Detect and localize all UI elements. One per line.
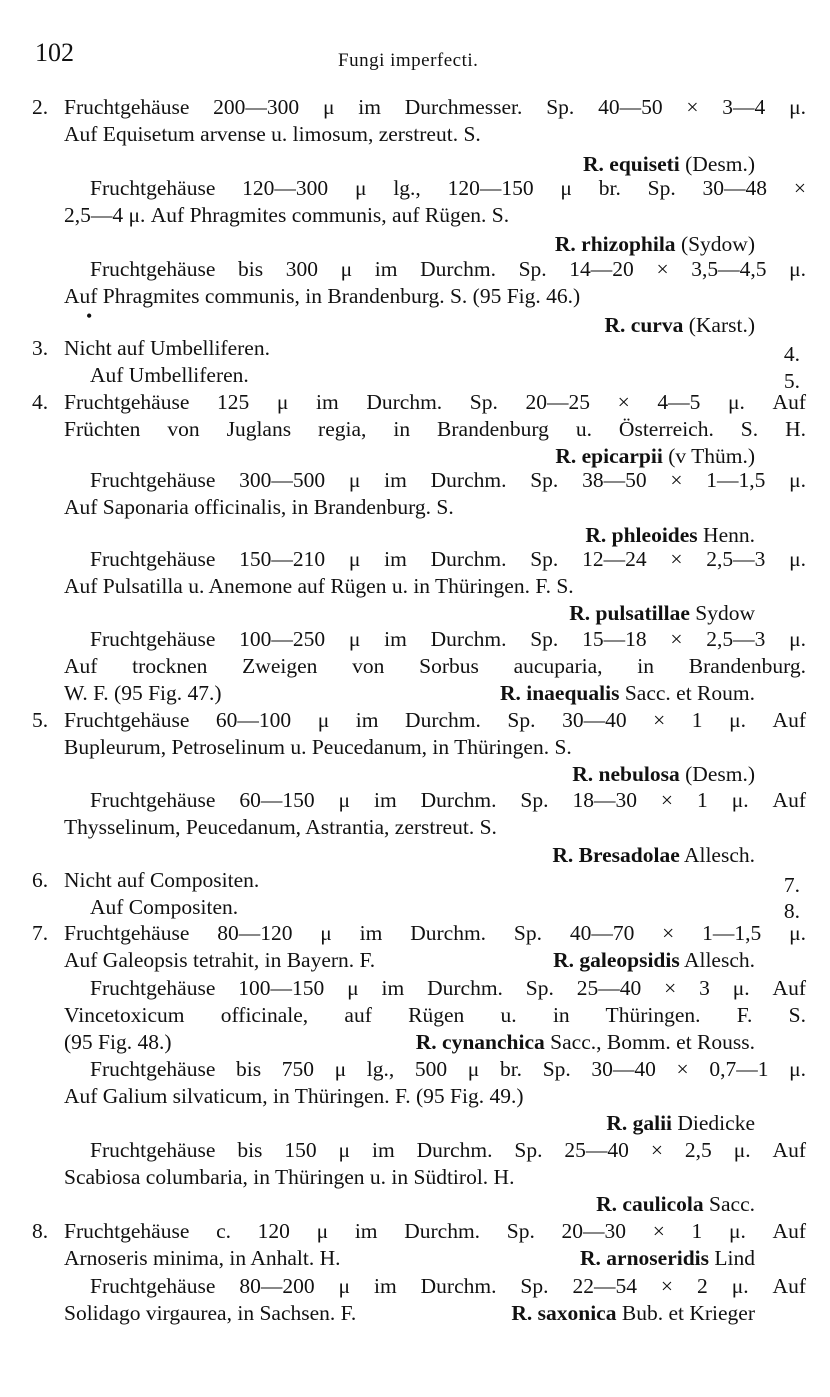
text-line: Fruchtgehäuse 100—250 μ im Durchm. Sp. 15—18 × 2,5—3 μ.: [90, 627, 806, 651]
species-entry: [500, 680, 755, 707]
species-entry: [552, 842, 755, 869]
species-name: R. caulicola: [596, 1192, 704, 1216]
text-line: Arnoseris minima, in Anhalt. H.: [64, 1246, 341, 1270]
species-entry: [569, 600, 755, 627]
species-entry: [572, 761, 755, 788]
species-author: Diedicke: [677, 1111, 755, 1135]
text-line: Fruchtgehäuse bis 750 μ lg., 500 μ br. Sp. 30—40 × 0,7—1 μ.: [90, 1057, 806, 1081]
species-entry: [596, 1191, 755, 1218]
species-author: Allesch.: [683, 948, 755, 972]
text-line: Bupleurum, Petroselinum u. Peucedanum, in Thüringen. S.: [64, 735, 572, 759]
species-author: Sydow: [695, 601, 755, 625]
text-line: Nicht auf Compositen.: [64, 868, 260, 892]
text-line: Nicht auf Umbelliferen.: [64, 336, 270, 360]
text-line: 2,5—4 μ. Auf Phragmites communis, auf Rügen. S.: [64, 203, 510, 227]
couplet-number: 5.: [32, 708, 49, 732]
text-line: Auf Compositen.: [90, 895, 239, 919]
text-line: Scabiosa columbaria, in Thüringen u. in Südtirol. H.: [64, 1165, 515, 1189]
text-line: Fruchtgehäuse 80—120 μ im Durchm. Sp. 40—70 × 1—1,5 μ.: [64, 921, 806, 945]
text-line: W. F. (95 Fig. 47.): [64, 681, 222, 705]
species-author: Allesch.: [683, 843, 755, 867]
text-line: Früchten von Juglans regia, in Brandenburg u. Österreich. S. H.: [64, 417, 806, 441]
species-name: R. galii: [606, 1111, 673, 1135]
species-author: (Karst.): [688, 313, 755, 337]
species-author: Sacc., Bomm. et Rouss.: [550, 1030, 755, 1054]
text-line: Fruchtgehäuse 150—210 μ im Durchm. Sp. 12—24 × 2,5—3 μ.: [90, 547, 806, 571]
couplet-number: 4.: [32, 390, 49, 414]
species-name: R. epicarpii: [555, 444, 663, 468]
text-line: Fruchtgehäuse 60—100 μ im Durchm. Sp. 30—40 × 1 μ. Auf: [64, 708, 806, 732]
couplet-number: 7.: [32, 921, 49, 945]
species-name: R. inaequalis: [499, 681, 620, 705]
text-line: Auf Umbelliferen.: [90, 363, 249, 387]
couplet-number: 3.: [32, 336, 49, 360]
couplet-number: 8.: [32, 1219, 49, 1243]
species-name: R. rhizophila: [554, 232, 676, 256]
species-author: Bub. et Krieger: [621, 1301, 755, 1325]
species-author: Sacc.: [709, 1192, 755, 1216]
text-line: Fruchtgehäuse 60—150 μ im Durchm. Sp. 18—30 × 1 μ. Auf: [90, 788, 806, 812]
text-line: Fruchtgehäuse bis 300 μ im Durchm. Sp. 14—20 × 3,5—4,5 μ.: [90, 257, 806, 281]
species-author: (Sydow): [680, 232, 755, 256]
species-name: R. saxonica: [511, 1301, 617, 1325]
goto-number: 8.: [783, 899, 800, 923]
species-name: R. galeopsidis: [553, 948, 680, 972]
species-entry: [553, 947, 755, 974]
species-author: (Desm.): [685, 762, 755, 786]
species-name: R. pulsatillae: [569, 601, 690, 625]
text-line: Fruchtgehäuse 200—300 μ im Durchmesser. Sp. 40—50 × 3—4 μ.: [64, 95, 806, 119]
species-author: (v Thüm.): [668, 444, 755, 468]
species-entry: [416, 1029, 755, 1056]
species-name: R. curva: [604, 313, 684, 337]
text-line: Thysselinum, Peucedanum, Astrantia, zerstreut. S.: [64, 815, 497, 839]
text-line: Fruchtgehäuse 120—300 μ lg., 120—150 μ br. Sp. 30—48 ×: [90, 176, 806, 200]
goto-number: 7.: [783, 873, 800, 897]
text-line: Auf Saponaria officinalis, in Brandenburg. S.: [64, 495, 454, 519]
species-entry: [585, 522, 755, 549]
species-author: (Desm.): [685, 152, 755, 176]
text-line: Auf Phragmites communis, in Brandenburg. S. (95 Fig. 46.): [64, 284, 581, 308]
text-line: Fruchtgehäuse 80—200 μ im Durchm. Sp. 22—54 × 2 μ. Auf: [90, 1274, 806, 1298]
species-name: R. nebulosa: [572, 762, 680, 786]
species-entry: [580, 1245, 755, 1272]
species-entry: [555, 443, 755, 470]
species-name: R. phleoides: [585, 523, 698, 547]
species-entry: [511, 1300, 755, 1327]
text-line: Fruchtgehäuse c. 120 μ im Durchm. Sp. 20—30 × 1 μ. Auf: [64, 1219, 806, 1243]
running-title: Fungi imperfecti.: [338, 50, 479, 71]
text-line: Auf Equisetum arvense u. limosum, zerstreut. S.: [64, 122, 481, 146]
text-line: (95 Fig. 48.): [64, 1030, 172, 1054]
species-entry: [606, 1110, 755, 1137]
species-name: R. cynanchica: [415, 1030, 545, 1054]
goto-number: 4.: [783, 342, 800, 366]
couplet-number: 2.: [32, 95, 49, 119]
species-author: Sacc. et Roum.: [624, 681, 755, 705]
text-line: Fruchtgehäuse 100—150 μ im Durchm. Sp. 25—40 × 3 μ. Auf: [90, 976, 806, 1000]
species-entry: [555, 231, 755, 258]
text-line: Fruchtgehäuse 300—500 μ im Durchm. Sp. 38—50 × 1—1,5 μ.: [90, 468, 806, 492]
species-name: R. Bresadolae: [552, 843, 680, 867]
species-name: R. arnoseridis: [580, 1246, 710, 1270]
page-number: 102: [35, 38, 74, 67]
species-name: R. equiseti: [583, 152, 680, 176]
species-author: Henn.: [703, 523, 755, 547]
goto-number: 5.: [783, 369, 800, 393]
text-line: Fruchtgehäuse 125 μ im Durchm. Sp. 20—25 × 4—5 μ. Auf: [64, 390, 806, 414]
species-author: Lind: [714, 1246, 755, 1270]
couplet-number: 6.: [32, 868, 49, 892]
stray-dot: •: [86, 306, 93, 326]
text-line: Solidago virgaurea, in Sachsen. F.: [64, 1301, 357, 1325]
text-line: Vincetoxicum officinale, auf Rügen u. in Thüringen. F. S.: [64, 1003, 806, 1027]
text-line: Auf Pulsatilla u. Anemone auf Rügen u. in Thüringen. F. S.: [64, 574, 574, 598]
species-entry: [583, 151, 755, 178]
text-line: Fruchtgehäuse bis 150 μ im Durchm. Sp. 25—40 × 2,5 μ. Auf: [90, 1138, 806, 1162]
text-line: Auf Galeopsis tetrahit, in Bayern. F.: [64, 948, 376, 972]
text-line: Auf Galium silvaticum, in Thüringen. F. (95 Fig. 49.): [64, 1084, 524, 1108]
text-line: Auf trocknen Zweigen von Sorbus aucuparia, in Brandenburg.: [64, 654, 806, 678]
